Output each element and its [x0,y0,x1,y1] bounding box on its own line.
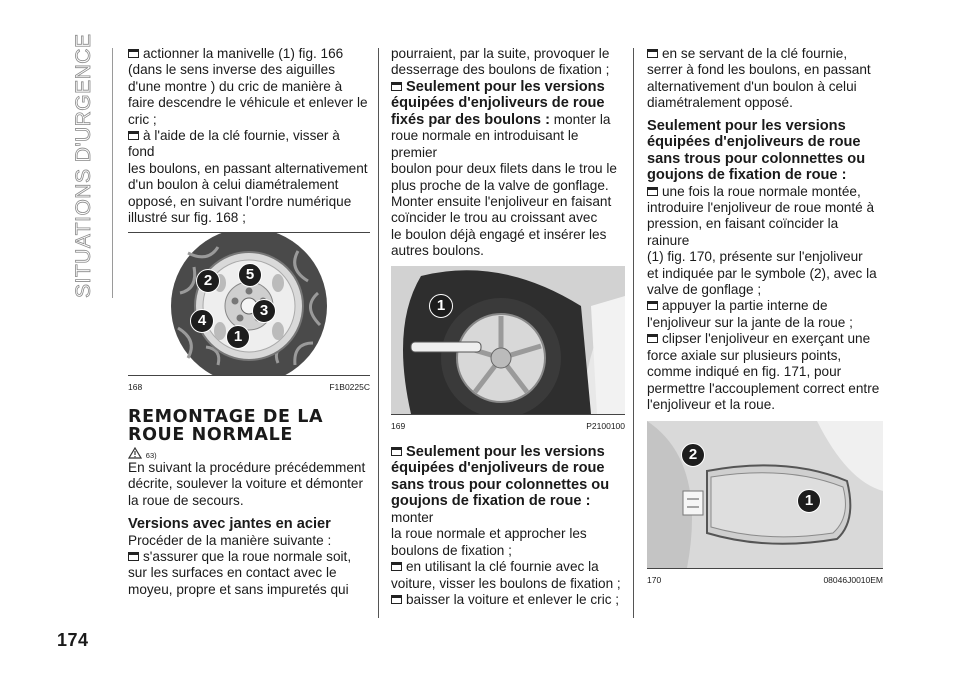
figure-caption [647,572,883,588]
figure-caption [128,379,370,395]
wheel-bolt-order-illustration [128,233,370,375]
paragraph-procedure: Procéder de la manière suivante : [128,532,332,548]
figure-169 [391,266,625,414]
bullet-lower-car: baisser la voiture et enlever le cric ; [391,592,625,608]
column-divider [378,48,379,618]
bullet-icon [128,49,139,58]
column-1 [128,46,370,598]
figure-code: F1B0225C [329,382,370,393]
figure-number: 170 [647,575,662,586]
figure-170 [647,421,883,568]
bullet-tighten-fully: en se servant de la clé fournie, serrer à fond les boulons, en passant alternativement d'un boulon à celui diamétralement opposé. [647,46,871,111]
section-title: SITUATIONS D'URGENCE [72,33,95,298]
figure-code: 08046J0010EM [823,575,883,586]
bullet-icon [647,187,658,196]
callout-label-1: 1 [797,489,821,513]
bolt-label-4: 4 [190,309,214,333]
bullet-icon [647,334,658,343]
hubcap-groove-illustration [647,421,883,568]
figure-code: P2100100 [586,420,625,431]
bullet-icon [391,447,402,456]
bullet-bolted-hubcaps: Seulement pour les versions équipées d'enjoliveurs de roue fixés par des boulons : monter la roue normale en introduisant le premier boulon pour deux filets dans le trou le plus proche de la valve de gonflage. Monter ensuite l'enjoliveur en faisant coïncider le trou au croissant avec le boulon déjà engagé et insérer les autres boulons. [391,78,617,259]
bullet-press-hubcap: appuyer la partie interne de l'enjoliveur sur la jante de la roue ; [647,298,853,330]
section-rule [112,48,113,298]
callout-label-2: 2 [681,443,705,467]
figure-number: 168 [128,382,143,393]
bullet-lower-vehicle: actionner la manivelle (1) fig. 166 (dans le sens inverse des aiguilles d'une montre ) du cric de manière à faire descendre le véhicule et enlever le cric ; [128,46,368,127]
page-number: 174 [57,630,89,650]
paragraph-intro: En suivant la procédure précédemment décrite, soulever la voiture et démonter la roue de secours. [128,459,366,508]
bullet-icon [128,552,139,561]
bolt-label-3: 3 [252,299,276,323]
bullet-clip-hubcaps: Seulement pour les versions équipées d'enjoliveurs de roue sans trous pour colonnettes ou goujons de fixation de roue : monter la roue normale et approcher les boulons de fixation ; [391,443,610,558]
car-wheel-photo [391,266,625,414]
figure-168 [128,233,370,375]
warning-icon [128,447,142,459]
bullet-icon [128,131,139,140]
column-2 [391,46,625,608]
bullet-icon [647,49,658,58]
bullet-icon [647,301,658,310]
bolt-label-1: 1 [226,325,250,349]
bullet-screw-bolts: en utilisant la clé fournie avec la voiture, visser les boulons de fixation ; [391,559,621,591]
figure-rule [647,568,883,569]
bullet-clean-wheel: s'assurer que la roue normale soit, sur les surfaces en contact avec le moyeu, propre et sans impuretés qui [128,549,352,597]
bullet-fit-hubcap: une fois la roue normale montée, introduire l'enjoliveur de roue monté à pression, en faisant coïncider la rainure (1) fig. 170, présente sur l'enjoliveur et indiquée par le symbole (2), avec la valve de gonflage ; [647,183,877,298]
figure-caption [391,418,625,434]
subheading-steel-rims: Versions avec jantes en acier [128,516,331,533]
warning-reference: 63) [128,446,370,460]
bullet-icon [391,82,402,91]
column-3 [647,46,883,589]
bullet-clip-hubcap: clipser l'enjoliveur en exerçant une force axiale sur plusieurs points, comme indiqué en fig. 171, pour permettre l'accouplement correct entre l'enjoliveur et la roue. [647,331,880,412]
bullet-icon [391,595,402,604]
figure-rule [128,375,370,376]
bolt-label-2: 2 [196,269,220,293]
figure-rule [391,414,625,415]
callout-label-1: 1 [429,294,453,318]
bullet-icon [391,562,402,571]
subheading-hubcaps-no-holes: Seulement pour les versions équipées d'enjoliveurs de roue sans trous pour colonnettes ou goujons de fixation de roue : [647,117,866,184]
bolt-label-5: 5 [238,263,262,287]
paragraph-continued: pourraient, par la suite, provoquer le desserrage des boulons de fixation ; [391,46,610,78]
bullet-tighten-bolts: à l'aide de la clé fournie, visser à fond les boulons, en passant alternativement d'un boulon à celui diamétralement opposé, en suivant l'ordre numérique illustré sur fig. 168 ; [128,128,368,226]
column-divider [633,48,634,618]
section-heading: REMONTAGE DE LA ROUE NORMALE [128,406,324,445]
figure-number: 169 [391,420,406,431]
